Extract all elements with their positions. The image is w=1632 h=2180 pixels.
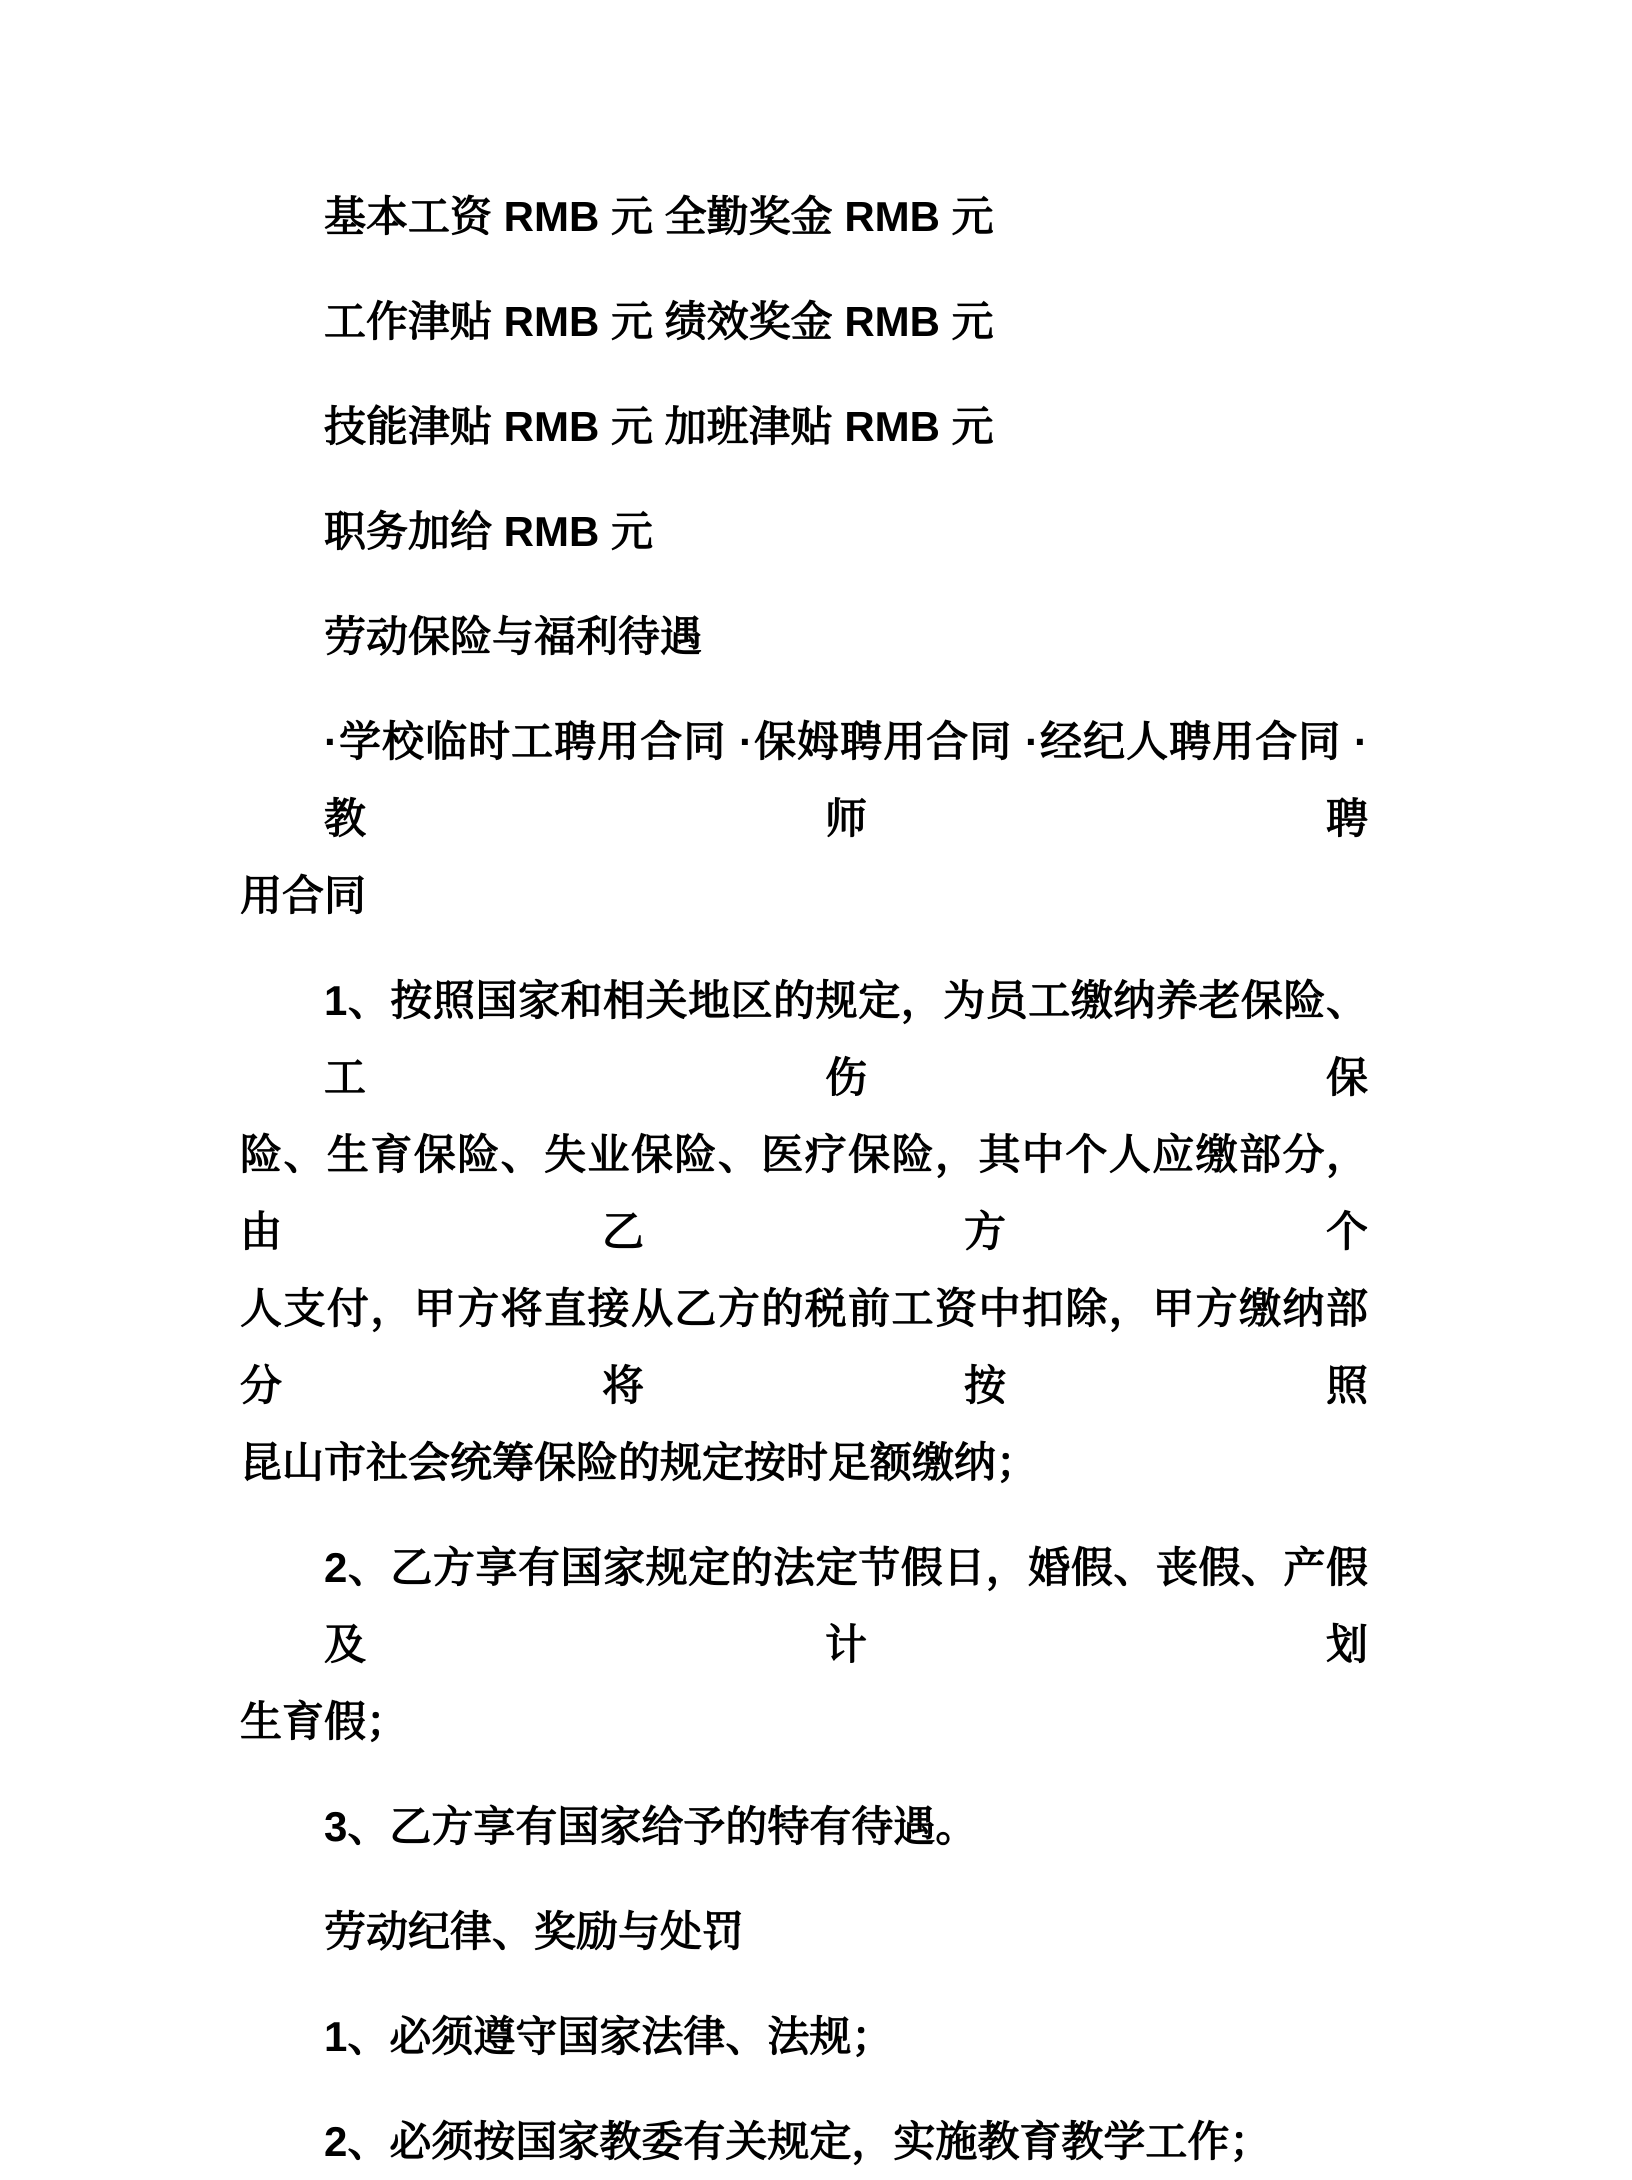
paragraph — [240, 178, 1368, 255]
text-line: ·学校临时工聘用合同 ·保姆聘用合同 ·经纪人聘用合同 ·教师聘 — [324, 718, 1368, 842]
paragraph — [240, 598, 1368, 675]
text-line: 用合同 — [240, 872, 367, 919]
text-line: 职务加给 RMB 元 — [324, 508, 653, 555]
text-line: 险、生育保险、失业保险、医疗保险，其中个人应缴部分，由乙方个 — [240, 1131, 1368, 1255]
text-line: 工作津贴 RMB 元 绩效奖金 RMB 元 — [324, 298, 994, 345]
text-line: 1、必须遵守国家法律、法规； — [324, 2013, 894, 2060]
text-line: 1、按照国家和相关地区的规定，为员工缴纳养老保险、工伤保 — [324, 977, 1368, 1101]
paragraph — [240, 2103, 1368, 2180]
text-line: 基本工资 RMB 元 全勤奖金 RMB 元 — [324, 193, 994, 240]
text-line: 昆山市社会统筹保险的规定按时足额缴纳； — [240, 1439, 1039, 1486]
paragraph — [240, 1998, 1368, 2075]
paragraph — [240, 283, 1368, 360]
text-line: 3、乙方享有国家给予的特有待遇。 — [324, 1803, 978, 1850]
text-line: 劳动保险与福利待遇 — [324, 613, 703, 660]
paragraph — [240, 1529, 1368, 1760]
paragraph — [240, 1788, 1368, 1865]
text-line: 生育假； — [240, 1698, 409, 1745]
paragraph — [240, 493, 1368, 570]
paragraph — [240, 388, 1368, 465]
text-line: 技能津贴 RMB 元 加班津贴 RMB 元 — [324, 403, 994, 450]
text-line: 劳动纪律、奖励与处罚 — [324, 1908, 745, 1955]
paragraph — [240, 962, 1368, 1501]
paragraph — [240, 703, 1368, 934]
paragraph — [240, 1893, 1368, 1970]
text-line: 2、必须按国家教委有关规定，实施教育教学工作； — [324, 2118, 1272, 2165]
text-line: 人支付，甲方将直接从乙方的税前工资中扣除，甲方缴纳部分将按照 — [240, 1285, 1368, 1409]
text-line: 2、乙方享有国家规定的法定节假日，婚假、丧假、产假及计划 — [324, 1544, 1368, 1668]
